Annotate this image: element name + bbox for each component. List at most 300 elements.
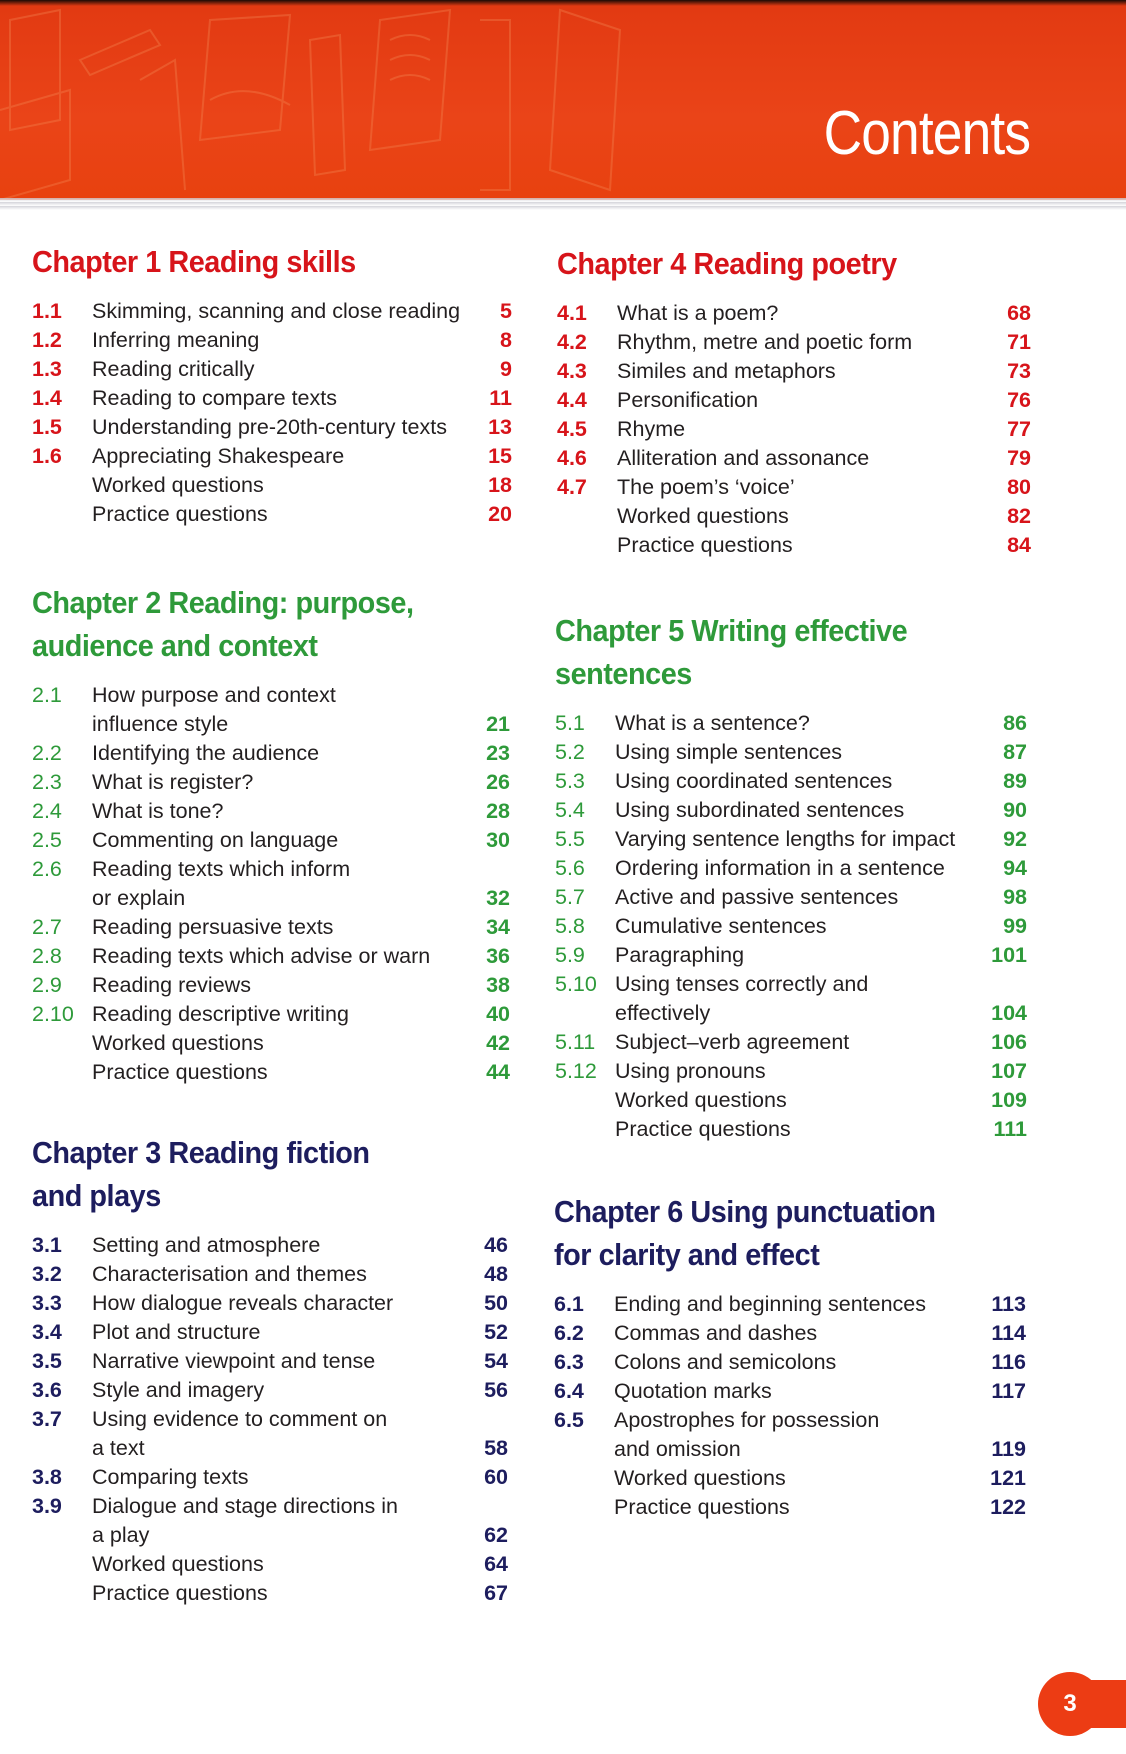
section-number: 3.4 xyxy=(32,1320,62,1344)
section-title-line: The poem’s ‘voice’ xyxy=(617,475,795,499)
page-ref: 121 xyxy=(990,1466,1026,1490)
section-title-line: influence style xyxy=(92,712,229,736)
section-title-line: Worked questions xyxy=(92,473,264,497)
page-ref: 98 xyxy=(1003,885,1027,909)
section-number: 2.10 xyxy=(32,1002,74,1026)
section-title-line: Identifying the audience xyxy=(92,741,320,765)
toc-entry[interactable] xyxy=(32,1289,508,1318)
section-title xyxy=(617,473,795,502)
page-ref: 5 xyxy=(500,299,512,323)
toc-entry[interactable] xyxy=(555,970,1027,1028)
page-ref: 26 xyxy=(486,770,510,794)
section-number: 5.5 xyxy=(555,827,585,851)
section-title xyxy=(617,444,869,473)
section-number: 3.3 xyxy=(32,1291,62,1315)
page-ref: 84 xyxy=(1007,533,1031,557)
section-title xyxy=(92,1463,249,1492)
page-ref: 32 xyxy=(486,886,510,910)
toc-entry[interactable] xyxy=(32,1550,508,1579)
section-title xyxy=(615,1028,849,1057)
section-number: 2.7 xyxy=(32,915,62,939)
section-title-line: Rhythm, metre and poetic form xyxy=(617,330,913,354)
chapter-heading-line: Chapter 1 Reading skills xyxy=(32,244,356,279)
section-number: 5.8 xyxy=(555,914,585,938)
section-title xyxy=(615,1086,787,1115)
page-ref: 21 xyxy=(486,712,510,736)
section-title xyxy=(92,739,319,768)
toc-entry[interactable] xyxy=(32,1000,510,1029)
section-title-line: Reading texts which inform xyxy=(92,857,351,881)
chapter-heading-line: sentences xyxy=(555,656,692,691)
section-title xyxy=(92,1318,261,1347)
section-title xyxy=(617,502,789,531)
page-ref: 52 xyxy=(484,1320,508,1344)
section-title xyxy=(615,854,945,883)
section-title-line: Using coordinated sentences xyxy=(615,769,893,793)
chapter-heading-line: Chapter 4 Reading poetry xyxy=(557,246,897,281)
toc-entry[interactable] xyxy=(555,1057,1027,1086)
section-title-line: Personification xyxy=(617,388,759,412)
section-title xyxy=(615,1115,791,1144)
page-ref: 73 xyxy=(1007,359,1031,383)
toc-entry[interactable] xyxy=(32,971,510,1000)
section-title-line: Plot and structure xyxy=(92,1320,261,1344)
entry-list xyxy=(32,681,510,1087)
page-ref: 71 xyxy=(1007,330,1031,354)
section-title-line: Commas and dashes xyxy=(614,1321,818,1345)
page-ref: 58 xyxy=(484,1436,508,1460)
page-ref: 89 xyxy=(1003,769,1027,793)
section-title-line: Ordering information in a sentence xyxy=(615,856,945,880)
section-title xyxy=(92,1550,264,1579)
section-number: 5.10 xyxy=(555,972,597,996)
section-title-line: Reading to compare texts xyxy=(92,386,337,410)
section-title-line: Setting and atmosphere xyxy=(92,1233,321,1257)
section-title xyxy=(92,355,255,384)
section-title xyxy=(615,825,955,854)
toc-entry[interactable] xyxy=(32,1318,508,1347)
page-ref: 117 xyxy=(991,1379,1026,1403)
section-title xyxy=(92,326,259,355)
page-ref: 64 xyxy=(484,1552,508,1576)
section-number: 4.4 xyxy=(557,388,587,412)
section-number: 4.6 xyxy=(557,446,587,470)
entry-list xyxy=(555,709,1027,1144)
section-title-line: effectively xyxy=(615,1001,711,1025)
toc-entry[interactable] xyxy=(32,797,510,826)
section-number: 3.2 xyxy=(32,1262,62,1286)
page-ref: 77 xyxy=(1007,417,1031,441)
section-title xyxy=(92,1058,268,1087)
section-title-line: Practice questions xyxy=(617,533,793,557)
section-title-line: a text xyxy=(92,1436,145,1460)
page-ref: 28 xyxy=(486,799,510,823)
chapter-heading-line: Chapter 5 Writing effective xyxy=(555,613,908,648)
page-ref: 87 xyxy=(1003,740,1027,764)
toc-entry[interactable] xyxy=(32,1231,508,1260)
page-ref: 67 xyxy=(484,1581,508,1605)
page-ref: 23 xyxy=(486,741,510,765)
section-number: 3.8 xyxy=(32,1465,62,1489)
page-ref: 122 xyxy=(990,1495,1026,1519)
toc-entry[interactable] xyxy=(554,1290,1026,1319)
section-number: 5.1 xyxy=(555,711,585,735)
section-title-line: What is register? xyxy=(92,770,254,794)
section-number: 3.5 xyxy=(32,1349,62,1373)
toc-entry[interactable] xyxy=(32,768,510,797)
chapter-2 xyxy=(32,581,510,1087)
section-title xyxy=(614,1464,786,1493)
section-number: 1.2 xyxy=(32,328,62,352)
section-title-line: Practice questions xyxy=(614,1495,790,1519)
section-title xyxy=(92,1029,264,1058)
section-title-line: Using subordinated sentences xyxy=(615,798,905,822)
section-number: 6.4 xyxy=(554,1379,584,1403)
section-title-line: Worked questions xyxy=(92,1552,264,1576)
section-title-line: How dialogue reveals character xyxy=(92,1291,394,1315)
section-title-line: Reading texts which advise or warn xyxy=(92,944,431,968)
toc-entry[interactable] xyxy=(555,1086,1027,1115)
section-number: 6.1 xyxy=(554,1292,584,1316)
section-title-line: Understanding pre-20th-century texts xyxy=(92,415,447,439)
section-title xyxy=(614,1493,790,1522)
section-title xyxy=(615,970,868,1028)
chapter-1 xyxy=(32,240,512,529)
chapter-6 xyxy=(554,1190,1026,1522)
section-title-line: Using pronouns xyxy=(615,1059,766,1083)
page-ref: 13 xyxy=(488,415,512,439)
toc-entry[interactable] xyxy=(554,1464,1026,1493)
toc-entry[interactable] xyxy=(557,473,1031,502)
section-title-line: Alliteration and assonance xyxy=(617,446,870,470)
section-number: 4.1 xyxy=(557,301,587,325)
section-number: 1.1 xyxy=(32,299,62,323)
page-ref: 101 xyxy=(991,943,1027,967)
page-ref: 106 xyxy=(991,1030,1027,1054)
section-number: 5.3 xyxy=(555,769,585,793)
toc-entry[interactable] xyxy=(32,1463,508,1492)
section-title xyxy=(92,1405,387,1463)
section-title-line: Comparing texts xyxy=(92,1465,249,1489)
page-number: 3 xyxy=(1063,1690,1077,1717)
toc-entry[interactable] xyxy=(32,1347,508,1376)
section-title-line: Appreciating Shakespeare xyxy=(92,444,345,468)
page-ref: 50 xyxy=(484,1291,508,1315)
page-ref: 44 xyxy=(486,1060,510,1084)
section-title xyxy=(615,738,842,767)
section-title-line: Commenting on language xyxy=(92,828,339,852)
section-title-line: Using evidence to comment on xyxy=(92,1407,388,1431)
section-number: 2.4 xyxy=(32,799,62,823)
toc-entry[interactable] xyxy=(557,299,1031,328)
section-title-line: Characterisation and themes xyxy=(92,1262,367,1286)
section-title-line: Varying sentence lengths for impact xyxy=(615,827,956,851)
section-number: 5.7 xyxy=(555,885,585,909)
section-title xyxy=(617,386,758,415)
section-number: 3.7 xyxy=(32,1407,62,1431)
toc-entry[interactable] xyxy=(32,413,512,442)
section-title-line: or explain xyxy=(92,886,186,910)
chapter-heading xyxy=(32,581,477,667)
toc-entry[interactable] xyxy=(554,1319,1026,1348)
page-title: Contents xyxy=(823,99,1030,168)
section-title-line: Colons and semicolons xyxy=(614,1350,837,1374)
toc-entry[interactable] xyxy=(557,386,1031,415)
section-title xyxy=(614,1290,926,1319)
section-title-line: Similes and metaphors xyxy=(617,359,836,383)
page-ref: 82 xyxy=(1007,504,1031,528)
header-banner xyxy=(0,0,1126,200)
section-number: 2.8 xyxy=(32,944,62,968)
section-title xyxy=(617,328,912,357)
section-title-line: Reading critically xyxy=(92,357,255,381)
chapter-heading xyxy=(32,1131,475,1217)
toc-entry[interactable] xyxy=(557,328,1031,357)
page-ref: 34 xyxy=(486,915,510,939)
toc-entry[interactable] xyxy=(555,1115,1027,1144)
page-ref: 11 xyxy=(489,386,512,410)
section-title-line: Practice questions xyxy=(92,1060,268,1084)
entry-list xyxy=(32,297,512,529)
section-number: 4.2 xyxy=(557,330,587,354)
toc-entry[interactable] xyxy=(554,1348,1026,1377)
banner-divider xyxy=(0,198,1126,210)
toc-entry[interactable] xyxy=(554,1493,1026,1522)
toc-entry[interactable] xyxy=(32,384,512,413)
section-title xyxy=(92,1260,367,1289)
toc-entry[interactable] xyxy=(32,355,512,384)
section-title-line: Worked questions xyxy=(615,1088,787,1112)
section-title-line: Dialogue and stage directions in xyxy=(92,1494,398,1518)
toc-entry[interactable] xyxy=(32,1029,510,1058)
section-number: 6.5 xyxy=(554,1408,584,1432)
section-title xyxy=(615,941,744,970)
section-title xyxy=(615,709,810,738)
section-title-line: Using tenses correctly and xyxy=(615,972,869,996)
section-title-line: Reading descriptive writing xyxy=(92,1002,349,1026)
section-title-line: Subject–verb agreement xyxy=(615,1030,850,1054)
toc-entry[interactable] xyxy=(554,1377,1026,1406)
toc-entry[interactable] xyxy=(557,444,1031,473)
section-title xyxy=(92,971,251,1000)
toc-entry[interactable] xyxy=(32,855,510,913)
section-number: 2.3 xyxy=(32,770,62,794)
page-ref: 109 xyxy=(991,1088,1027,1112)
section-title xyxy=(92,1231,320,1260)
page-ref: 42 xyxy=(486,1031,510,1055)
page-ref: 38 xyxy=(486,973,510,997)
section-title xyxy=(617,357,836,386)
page-ref: 114 xyxy=(991,1321,1026,1345)
section-title xyxy=(614,1377,772,1406)
section-title xyxy=(615,912,827,941)
section-title xyxy=(92,1579,268,1608)
toc-entry[interactable] xyxy=(555,825,1027,854)
page-ref: 20 xyxy=(488,502,512,526)
page-ref: 107 xyxy=(991,1059,1027,1083)
page-ref: 18 xyxy=(488,473,512,497)
page-ref: 68 xyxy=(1007,301,1031,325)
section-title-line: Cumulative sentences xyxy=(615,914,827,938)
section-title xyxy=(615,883,898,912)
toc-entry[interactable] xyxy=(555,738,1027,767)
section-title xyxy=(92,471,264,500)
section-number: 2.9 xyxy=(32,973,62,997)
section-number: 4.3 xyxy=(557,359,587,383)
toc-entry[interactable] xyxy=(32,1405,508,1463)
toc-entry[interactable] xyxy=(32,297,512,326)
section-number: 1.4 xyxy=(32,386,62,410)
section-number: 3.9 xyxy=(32,1494,62,1518)
section-title xyxy=(92,1000,349,1029)
section-title xyxy=(92,1492,398,1550)
page-ref: 30 xyxy=(486,828,510,852)
toc-entry[interactable] xyxy=(32,739,510,768)
section-title xyxy=(92,297,460,326)
page-ref: 86 xyxy=(1003,711,1027,735)
chapter-heading xyxy=(555,609,994,695)
section-title xyxy=(92,768,253,797)
toc-entry[interactable] xyxy=(557,415,1031,444)
section-number: 3.6 xyxy=(32,1378,62,1402)
section-number: 5.12 xyxy=(555,1059,597,1083)
toc-entry[interactable] xyxy=(32,826,510,855)
chapter-3 xyxy=(32,1131,508,1608)
page-ref: 62 xyxy=(484,1523,508,1547)
chapter-heading-line: Chapter 2 Reading: purpose, xyxy=(32,585,414,620)
toc-entry[interactable] xyxy=(32,681,510,739)
page-ref: 99 xyxy=(1003,914,1027,938)
page-ref: 104 xyxy=(991,1001,1027,1025)
section-number: 4.5 xyxy=(557,417,587,441)
section-number: 2.2 xyxy=(32,741,62,765)
toc-entry[interactable] xyxy=(555,912,1027,941)
section-number: 5.4 xyxy=(555,798,585,822)
section-title-line: What is tone? xyxy=(92,799,224,823)
section-number: 6.3 xyxy=(554,1350,584,1374)
section-number: 3.1 xyxy=(32,1233,62,1257)
toc-entry[interactable] xyxy=(32,1058,510,1087)
section-title-line: Quotation marks xyxy=(614,1379,772,1403)
section-title xyxy=(92,913,333,942)
section-number: 6.2 xyxy=(554,1321,584,1345)
section-title xyxy=(614,1348,836,1377)
toc-entry[interactable] xyxy=(32,326,512,355)
toc-entry[interactable] xyxy=(555,941,1027,970)
toc-entry[interactable] xyxy=(32,1260,508,1289)
page-ref: 48 xyxy=(484,1262,508,1286)
entry-list xyxy=(32,1231,508,1608)
section-title-line: What is a sentence? xyxy=(615,711,810,735)
toc-entry[interactable] xyxy=(32,1376,508,1405)
section-title xyxy=(615,1057,766,1086)
section-title xyxy=(617,531,793,560)
section-title xyxy=(92,442,344,471)
section-title xyxy=(92,1347,375,1376)
section-title-line: Active and passive sentences xyxy=(615,885,899,909)
section-title-line: Worked questions xyxy=(617,504,789,528)
section-title xyxy=(614,1406,879,1464)
section-title xyxy=(617,299,778,328)
page-ref: 54 xyxy=(484,1349,508,1373)
section-title-line: Paragraphing xyxy=(615,943,745,967)
toc-entry[interactable] xyxy=(555,796,1027,825)
page-ref: 80 xyxy=(1007,475,1031,499)
section-title-line: Practice questions xyxy=(615,1117,791,1141)
page-ref: 36 xyxy=(486,944,510,968)
toc-entry[interactable] xyxy=(32,471,512,500)
section-number: 2.6 xyxy=(32,857,62,881)
toc-entry[interactable] xyxy=(32,1579,508,1608)
section-title xyxy=(92,1289,393,1318)
section-title xyxy=(617,415,685,444)
section-number: 2.1 xyxy=(32,683,62,707)
section-number: 4.7 xyxy=(557,475,587,499)
toc-entry[interactable] xyxy=(32,942,510,971)
section-title-line: Practice questions xyxy=(92,502,268,526)
section-number: 2.5 xyxy=(32,828,62,852)
section-title-line: Ending and beginning sentences xyxy=(614,1292,927,1316)
toc-entry[interactable] xyxy=(557,531,1031,560)
section-title-line: a play xyxy=(92,1523,150,1547)
toc-entry[interactable] xyxy=(32,442,512,471)
section-title-line: How purpose and context xyxy=(92,683,336,707)
section-number: 5.2 xyxy=(555,740,585,764)
toc-entry[interactable] xyxy=(555,767,1027,796)
section-title xyxy=(92,942,430,971)
section-title xyxy=(92,1376,264,1405)
section-title-line: Apostrophes for possession xyxy=(614,1408,880,1432)
section-number: 1.3 xyxy=(32,357,62,381)
toc-entry[interactable] xyxy=(32,1492,508,1550)
toc-entry[interactable] xyxy=(32,500,512,529)
section-number: 5.6 xyxy=(555,856,585,880)
section-title-line: and omission xyxy=(614,1437,741,1461)
page-ref: 76 xyxy=(1007,388,1031,412)
page-ref: 119 xyxy=(991,1437,1026,1461)
entry-list xyxy=(554,1290,1026,1522)
section-title-line: Worked questions xyxy=(92,1031,264,1055)
chapter-heading xyxy=(32,240,478,283)
page-ref: 111 xyxy=(993,1117,1027,1141)
section-title xyxy=(92,413,447,442)
toc-entry[interactable] xyxy=(32,913,510,942)
section-title xyxy=(92,826,338,855)
page-ref: 56 xyxy=(484,1378,508,1402)
section-title-line: What is a poem? xyxy=(617,301,779,325)
section-title-line: Reading persuasive texts xyxy=(92,915,334,939)
toc-entry[interactable] xyxy=(555,1028,1027,1057)
page-ref: 9 xyxy=(500,357,512,381)
toc-entry[interactable] xyxy=(555,883,1027,912)
toc-entry[interactable] xyxy=(554,1406,1026,1464)
page-ref: 92 xyxy=(1003,827,1027,851)
toc-entry[interactable] xyxy=(555,854,1027,883)
toc-entry[interactable] xyxy=(555,709,1027,738)
toc-entry[interactable] xyxy=(557,357,1031,386)
chapter-heading xyxy=(554,1190,993,1276)
section-number: 1.5 xyxy=(32,415,62,439)
chapter-4 xyxy=(557,242,1031,560)
page-ref: 79 xyxy=(1007,446,1031,470)
chapter-5 xyxy=(555,609,1027,1144)
toc-entry[interactable] xyxy=(557,502,1031,531)
chapter-heading-line: audience and context xyxy=(32,628,318,663)
section-title-line: Rhyme xyxy=(617,417,686,441)
chapter-heading-line: Chapter 6 Using punctuation xyxy=(554,1194,936,1229)
page-ref: 113 xyxy=(991,1292,1026,1316)
section-title xyxy=(92,797,223,826)
